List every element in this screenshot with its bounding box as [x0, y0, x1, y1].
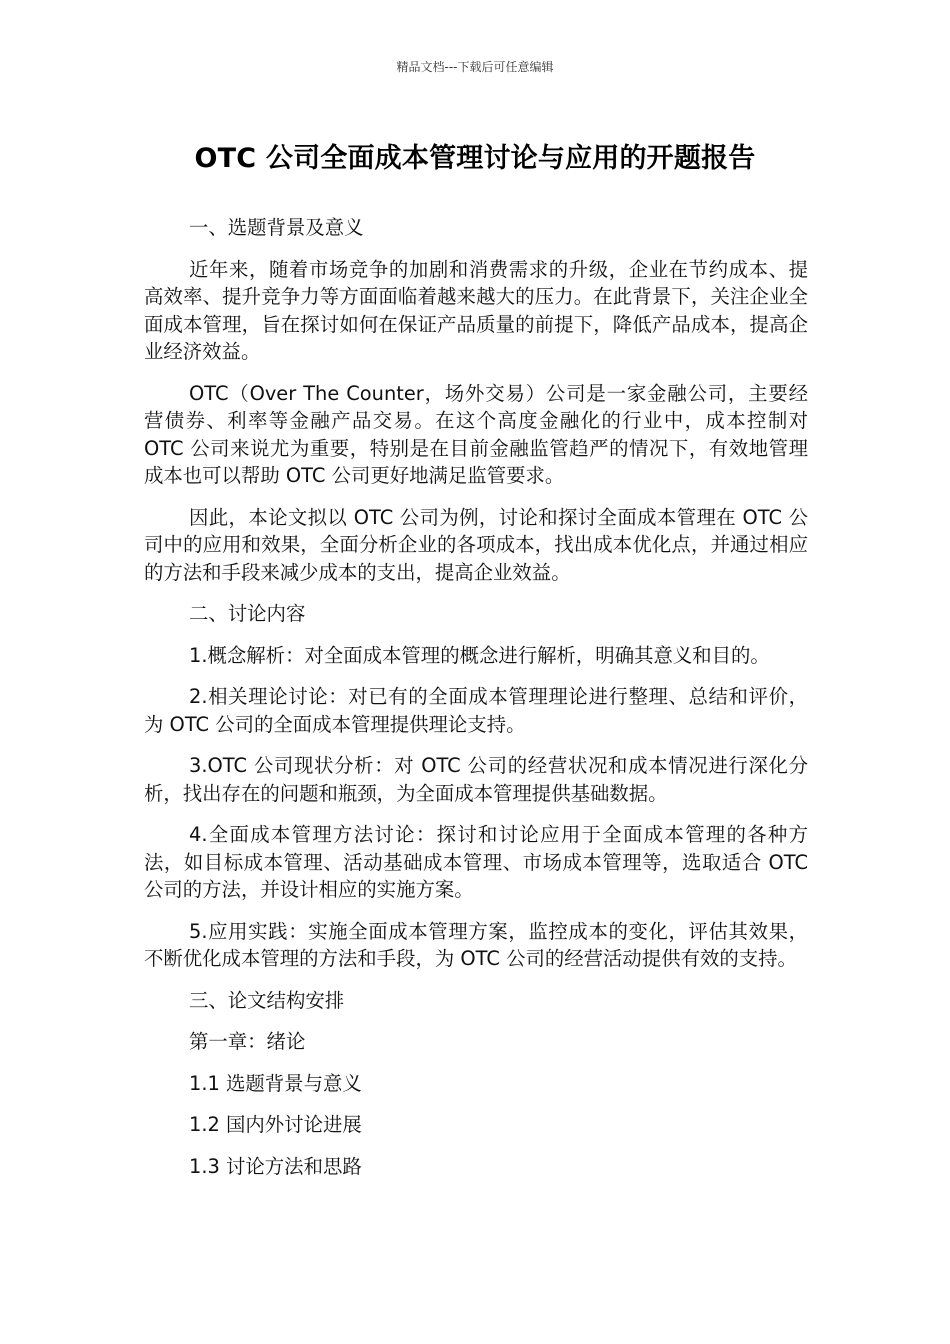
chapter-1-item-1: 1.1 选题背景与意义 — [189, 1071, 362, 1095]
document-body — [144, 214, 808, 1194]
section-heading-structure: 三、论文结构安排 — [189, 988, 345, 1012]
content-item-4: 4.全面成本管理方法讨论：探讨和讨论应用于全面成本管理的各种方法，如目标成本管理、活动基础成本管理、市场成本管理等，选取适合 OTC 公司的方法，并设计相应的实施方案。 — [144, 823, 808, 901]
section-heading-content: 二、讨论内容 — [189, 602, 306, 625]
header-note: 精品文档---下载后可任意编辑 — [396, 60, 554, 74]
content-item-1: 1.概念解析：对全面成本管理的概念进行解析，明确其意义和目的。 — [189, 643, 770, 667]
paragraph-background-2: OTC（Over The Counter，场外交易）公司是一家金融公司，主要经营债券、利率等金融产品交易。在这个高度金融化的行业中，成本控制对 OTC 公司来说尤为重要，特别是在目前金融监管趋严的情况下，有效地管理成本也可以帮助 OTC 公司更好地满足监管要求。 — [144, 381, 808, 487]
content-item-5: 5.应用实践：实施全面成本管理方案，监控成本的变化，评估其效果，不断优化成本管理的方法和手段，为 OTC 公司的经营活动提供有效的支持。 — [144, 919, 808, 970]
section-heading-background: 一、选题背景及意义 — [189, 216, 364, 239]
chapter-1-item-2: 1.2 国内外讨论进展 — [189, 1113, 362, 1136]
document-title: OTC 公司全面成本管理讨论与应用的开题报告 — [194, 143, 756, 174]
paragraph-background-1: 近年来，随着市场竞争的加剧和消费需求的升级，企业在节约成本、提高效率、提升竞争力等方面面临着越来越大的压力。在此背景下，关注企业全面成本管理，旨在探讨如何在保证产品质量的前提下，降低产品成本，提高企业经济效益。 — [144, 257, 808, 363]
content-item-3: 3.OTC 公司现状分析：对 OTC 公司的经营状况和成本情况进行深化分析，找出存在的问题和瓶颈，为全面成本管理提供基础数据。 — [144, 754, 808, 805]
chapter-1-heading: 第一章：绪论 — [189, 1030, 306, 1053]
content-item-2: 2.相关理论讨论：对已有的全面成本管理理论进行整理、总结和评价，为 OTC 公司的全面成本管理提供理论支持。 — [144, 685, 808, 736]
chapter-1-item-3: 1.3 讨论方法和思路 — [189, 1154, 362, 1178]
paragraph-background-3: 因此，本论文拟以 OTC 公司为例，讨论和探讨全面成本管理在 OTC 公司中的应用和效果，全面分析企业的各项成本，找出成本优化点，并通过相应的方法和手段来减少成本的支出，提高企业效益。 — [144, 505, 808, 584]
